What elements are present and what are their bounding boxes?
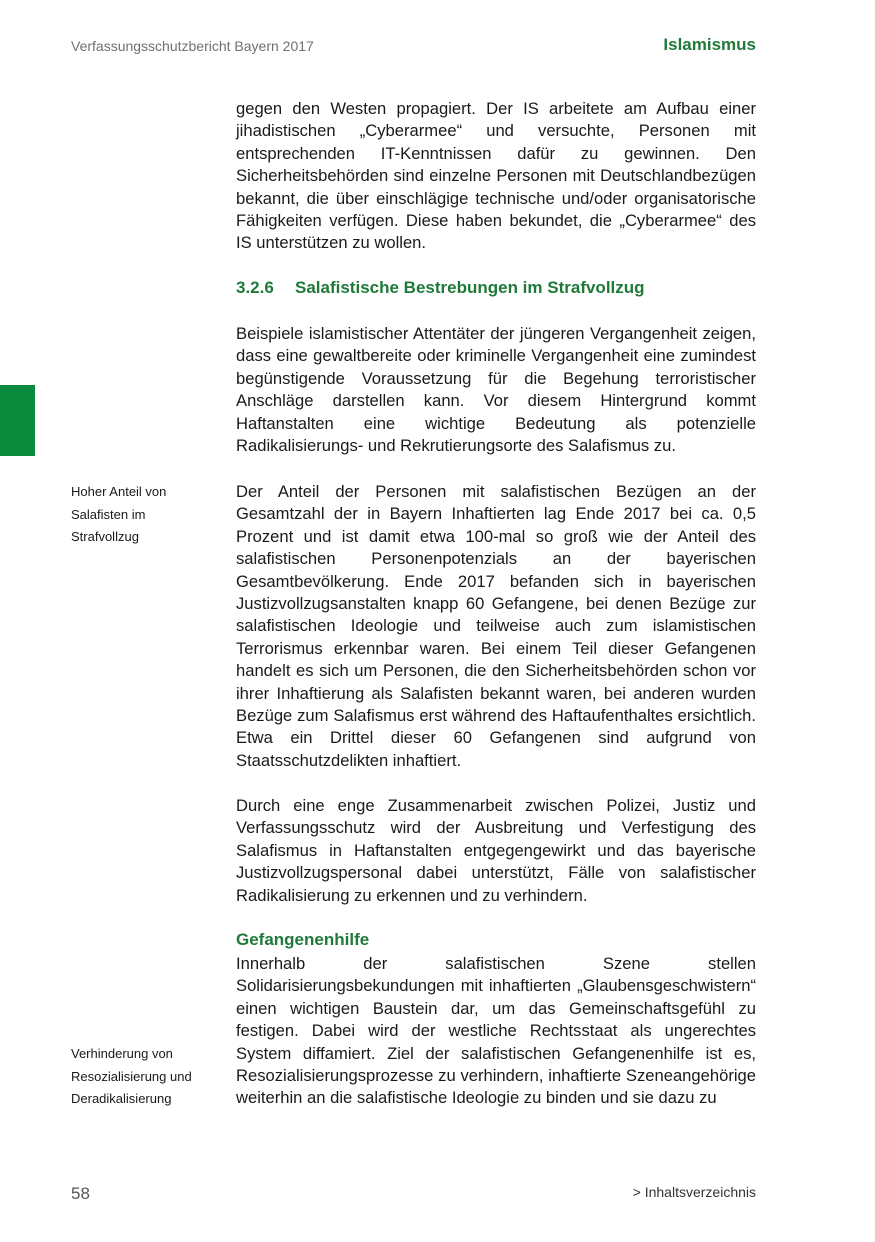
chapter-title: Islamismus: [663, 35, 756, 54]
section-number: 3.2.6: [236, 278, 274, 297]
paragraph-attentaeter: Beispiele islamistischer Attentäter der jüngeren Vergangenheit zeigen, dass eine gewaltbereite oder kriminelle Vergangenheit eine zumindest begünstigende Voraussetzung für die Begehung terroristischer Anschläge darstellen kann. Vor diesem Hintergrund kommt Haftanstalten eine wichtige Bedeutung als potenzielle Radikalisierungs- und Rekrutierungsorte des Salafismus zu.: [236, 324, 756, 456]
paragraph-anteil: Der Anteil der Personen mit salafistischen Bezügen an der Gesamtzahl der in Bayern Inhaftierten lag Ende 2017 bei ca. 0,5 Prozent und ist damit etwa 100-mal so groß wie der Anteil des salafistischen Personenpotenzials an der bayerischen Gesamtbevölkerung. Ende 2017 befanden sich in bayerischen Justizvollzugsanstalten knapp 60 Gefangene, bei denen Bezüge zur salafistischen Ideologie und teilweise auch zum islamistischen Terrorismus erkennbar waren. Bei einem Teil dieser Gefangenen handelt es sich um Personen, die den Sicherheitsbehörden schon vor ihrer Inhaftierung als Salafisten bekannt waren, bei anderen wurden Bezüge zum Salafismus erst während des Haftaufenthaltes ersichtlich. Etwa ein Drittel dieser 60 Gefangenen sind aufgrund von Staatsschutzdelikten inhaftiert.: [236, 482, 756, 770]
page-number: 58: [71, 1184, 90, 1203]
table-of-contents-link[interactable]: > Inhaltsverzeichnis: [632, 1184, 756, 1200]
paragraph-zusammenarbeit: Durch eine enge Zusammenarbeit zwischen Polizei, Justiz und Verfassungsschutz wird der Ausbreitung und Verfestigung des Salafismus in Haftanstalten entgegengewirkt und das bayerische Justizvollzugspersonal dabei unterstützt, Fälle von salafistischer Radikalisierung zu erkennen und zu verhindern.: [236, 796, 756, 905]
section-heading: [236, 278, 756, 298]
running-header-title: Verfassungsschutzbericht Bayern 2017: [71, 38, 314, 54]
margin-note-resozialisierung: Verhinderung von Resozialisierung und Deradikalisierung: [71, 1046, 192, 1106]
paragraph-gefangenenhilfe: Innerhalb der salafistischen Szene stellen Solidarisierungsbekundungen mit inhaftierten „Glaubensgeschwistern“ einen wichtigen Baustein dar, um das Gemeinschaftsgefühl zu festigen. Dabei wird der westliche Rechtsstaat als ungerechtes System diffamiert. Ziel der salafistischen Gefangenenhilfe ist es, Resozialisierungsprozesse zu verhindern, inhaftierte Szeneangehörige weiterhin an die salafistische Ideologie zu binden und sie dazu zu: [236, 954, 756, 1108]
chapter-marker-tab: [0, 385, 35, 456]
paragraph-cyberarmee: gegen den Westen propagiert. Der IS arbeitete am Aufbau einer jihadistischen „Cyberarmee“ und versuchte, Personen mit entsprechenden IT-Kenntnissen dafür zu gewinnen. Den Sicherheitsbehörden sind einzelne Personen mit Deutschlandbezügen bekannt, die über einschlägige technische und/oder organisatorische Fähigkeiten verfügen. Diese haben bekundet, die „Cyberarmee“ des IS unterstützen zu wollen.: [236, 99, 756, 253]
subheading-gefangenenhilfe: Gefangenenhilfe: [236, 930, 370, 949]
margin-note-salafisten-anteil: Hoher Anteil von Salafisten im Strafvollzug: [71, 484, 167, 544]
section-title: Salafistische Bestrebungen im Strafvollzug: [295, 278, 645, 297]
